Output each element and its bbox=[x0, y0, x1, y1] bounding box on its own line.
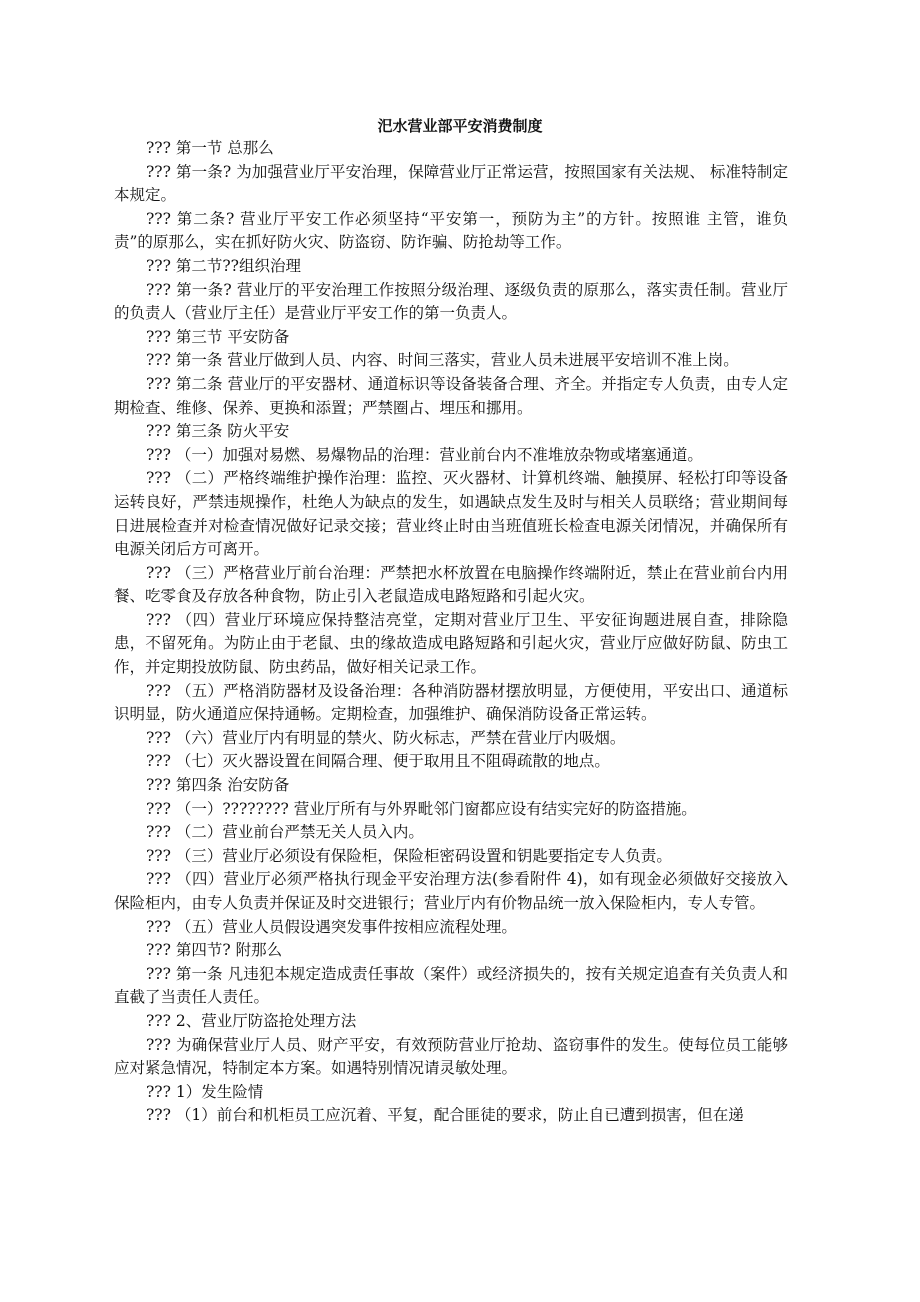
article-heading: ??? 第四条 治安防备 bbox=[146, 776, 290, 795]
document-title: 汜水营业部平安消费制度 bbox=[377, 117, 543, 135]
list-item: ??? （三）严格营业厅前台治理：严禁把水杯放置在电脑操作终端附近，禁止在营业前台内用餐、吃零食及存放各种食物，防止引入老鼠造成电路短路和引起火灾。 bbox=[114, 563, 788, 606]
document-body bbox=[114, 137, 788, 1128]
list-item: ??? （二）营业前台严禁无关人员入内。 bbox=[146, 823, 424, 842]
list-item: ??? （二）严格终端维护操作治理：监控、灭火器材、计算机终端、触摸屏、轻松打印等设备运转良好，严禁违规操作，杜绝人为缺点的发生，如遇缺点发生及时与相关人员联络；营业期间每日进展检查并对检查情况做好记录交接；营业终止时由当班值班长检查电源关闭情况，并确保所有电源关闭后方可离开。 bbox=[114, 469, 788, 559]
list-item: ??? （七）灭火器设置在间隔合理、便于取用且不阻碍疏散的地点。 bbox=[146, 752, 610, 771]
article-paragraph: ??? 第二条? 营业厅平安工作必须坚持“平安第一，预防为主”的方针。按照谁 主管，谁负责”的原那么，实在抓好防火灾、防盗窃、防诈骗、防抢劫等工作。 bbox=[114, 209, 788, 252]
section-heading: ??? 第二节??组织治理 bbox=[146, 256, 301, 275]
article-paragraph: ??? 第二条 营业厅的平安器材、通道标识等设备装备合理、齐全。并指定专人负责，由专人定期检查、维修、保养、更换和添置；严禁圈占、埋压和挪用。 bbox=[114, 374, 788, 417]
subsection-heading: ??? 2、营业厅防盗抢处理方法 bbox=[146, 1011, 357, 1030]
list-item: ??? （五）营业人员假设遇突发事件按相应流程处理。 bbox=[146, 917, 517, 936]
intro-paragraph: ??? 为确保营业厅人员、财产平安，有效预防营业厅抢劫、盗窃事件的发生。使每位员工能够应对紧急情况，特制定本方案。如遇特别情况请灵敏处理。 bbox=[114, 1035, 788, 1078]
subsection-heading: ??? 1）发生险情 bbox=[146, 1082, 264, 1101]
list-item: ??? （四）营业厅必须严格执行现金平安治理方法(参看附件 4)，如有现金必须做好交接放入保险柜内，由专人负责并保证及时交进银行；营业厅内有价物品统一放入保险柜内，专人专管。 bbox=[114, 870, 788, 912]
section-heading: ??? 第四节? 附那么 bbox=[146, 941, 283, 960]
article-paragraph: ??? 第一条? 为加强营业厅平安治理，保障营业厅正常运营，按照国家有关法规、 标准特制定本规定。 bbox=[114, 162, 788, 205]
article-paragraph: ??? 第一条? 营业厅的平安治理工作按照分级治理、逐级负责的原那么，落实责任制。营业厅的负责人（营业厅主任）是营业厅平安工作的第一负责人。 bbox=[114, 280, 788, 323]
article-paragraph: ??? 第一条 凡违犯本规定造成责任事故（案件）或经济损失的，按有关规定追查有关负责人和直截了当责任人责任。 bbox=[114, 964, 788, 1007]
list-item: ??? （四）营业厅环境应保持整洁亮堂，定期对营业厅卫生、平安征询题进展自查，排除隐患，不留死角。为防止由于老鼠、虫的缘故造成电路短路和引起火灾，营业厅应做好防鼠、防虫工作，并定期投放防鼠、防虫药品，做好相关记录工作。 bbox=[114, 610, 788, 677]
article-heading: ??? 第三条 防火平安 bbox=[146, 422, 290, 441]
section-heading: ??? 第一节 总那么 bbox=[146, 139, 274, 157]
list-item: ??? （五）严格消防器材及设备治理：各种消防器材摆放明显，方便使用，平安出口、通道标识明显，防火通道应保持通畅。定期检查，加强维护、确保消防设备正常运转。 bbox=[114, 681, 788, 724]
list-item: ??? （1）前台和机柜员工应沉着、平复，配合匪徒的要求，防止自已遭到损害，但在递 bbox=[146, 1106, 744, 1125]
list-item: ??? （一）???????? 营业厅所有与外界毗邻门窗都应设有结实完好的防盗措施。 bbox=[146, 799, 697, 818]
article-paragraph: ??? 第一条 营业厅做到人员、内容、时间三落实，营业人员未进展平安培训不准上岗。 bbox=[146, 351, 739, 370]
list-item: ??? （六）营业厅内有明显的禁火、防火标志，严禁在营业厅内吸烟。 bbox=[146, 728, 626, 747]
section-heading: ??? 第三节 平安防备 bbox=[146, 327, 290, 346]
list-item: ??? （一）加强对易燃、易爆物品的治理：营业前台内不准堆放杂物或堵塞通道。 bbox=[146, 445, 703, 464]
list-item: ??? （三）营业厅必须设有保险柜，保险柜密码设置和钥匙要指定专人负责。 bbox=[146, 846, 672, 865]
